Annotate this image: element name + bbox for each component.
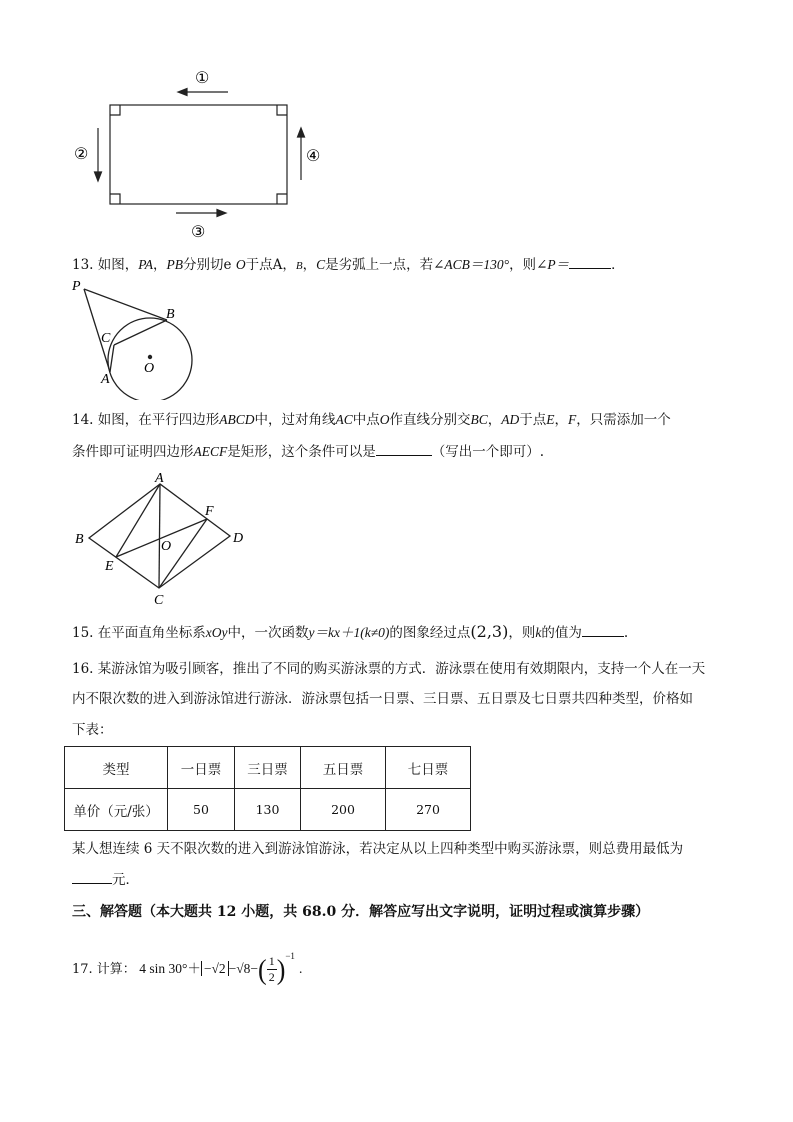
abs-value: −√2: [201, 961, 229, 976]
label-o: O: [144, 361, 155, 376]
arrow-top-left: [178, 89, 228, 96]
label-c: C: [154, 593, 164, 608]
answer-blank-15[interactable]: [582, 622, 624, 637]
figure-parallelogram: [70, 470, 260, 610]
label-o: O: [161, 539, 172, 554]
figure-rectangle-arrows: [60, 60, 350, 245]
question-14-line-2: 条件即可证明四边形AECF是矩形，这个条件可以是 （写出一个即可）.: [72, 441, 544, 462]
label-2: ②: [74, 146, 89, 163]
question-16-after-2: 元．: [72, 869, 139, 890]
rectangle: [110, 105, 287, 204]
arrow-left-down: [95, 128, 102, 181]
answer-blank-13[interactable]: [569, 254, 611, 269]
label-1: ①: [195, 70, 210, 87]
label-3: ③: [191, 224, 206, 241]
table-row: 单价（元/张） 50 130 200 270: [65, 789, 471, 831]
label-e: E: [105, 559, 114, 574]
question-17: 17. 计算： 4 sin 30°＋ −√2 −√8−( $\frac{1}{2}$ )$^{-1}$.: [72, 938, 302, 974]
label-a: A: [101, 372, 110, 387]
question-16-after-1: 某人想连续 6 天不限次数的进入到游泳馆游泳，若决定从以上四种类型中购买游泳票，则总费用最低为: [72, 841, 684, 857]
label-a: A: [155, 471, 164, 486]
answer-blank-16[interactable]: [72, 869, 112, 884]
price-table: [64, 746, 471, 831]
question-13: 13. 如图，PA，PB分别切e O于点A，B，C是劣弧上一点，若∠ACB＝130°，则∠P＝ ．: [72, 254, 625, 276]
table-row: 类型 一日票 三日票 五日票 七日票: [65, 747, 471, 789]
tangent-pb: [84, 289, 167, 320]
question-16-line-3: 下表：: [72, 722, 113, 738]
chord-ca: [110, 345, 114, 372]
label-d: D: [233, 531, 244, 546]
label-f: F: [205, 504, 214, 519]
question-14-line-1: 14. 如图，在平行四边形ABCD中，过对角线AC中点O作直线分别交BC，AD于点E，F，只需添加一个: [72, 412, 671, 428]
question-16-line-2: 内不限次数的进入到游泳馆进行游泳．游泳票包括一日票、三日票、五日票及七日票共四种类型，价格如: [72, 691, 693, 707]
section-title: 三、解答题（本大题共 12 小题，共 68.0 分．解答应写出文字说明，证明过程或演算步骤）: [72, 904, 650, 920]
fraction-paren: (: [258, 953, 267, 986]
answer-blank-14[interactable]: [376, 441, 432, 456]
fraction: $\frac{1}{2}$: [268, 954, 275, 985]
chord-cb: [114, 320, 167, 345]
label-b: B: [75, 532, 84, 547]
segment-ae: [116, 484, 160, 557]
center-dot: [148, 355, 152, 359]
arrow-bottom-right: [176, 210, 226, 217]
diagonal-ac: [159, 484, 160, 588]
arrow-right-up: [298, 128, 305, 180]
label-c: C: [101, 331, 111, 346]
question-16-line-1: 16. 某游泳馆为吸引顾客，推出了不同的购买游泳票的方式．游泳票在使用有效期限内，支持一个人在一天: [72, 661, 706, 677]
label-4: ④: [306, 148, 321, 165]
label-b: B: [166, 307, 175, 322]
question-15: 15. 在平面直角坐标系xOy中，一次函数y＝kx＋1(k≠0)的图象经过点(2,3)，则k的值为 .: [72, 622, 629, 641]
figure-circle-tangents: [66, 278, 206, 400]
label-p: P: [72, 279, 81, 294]
